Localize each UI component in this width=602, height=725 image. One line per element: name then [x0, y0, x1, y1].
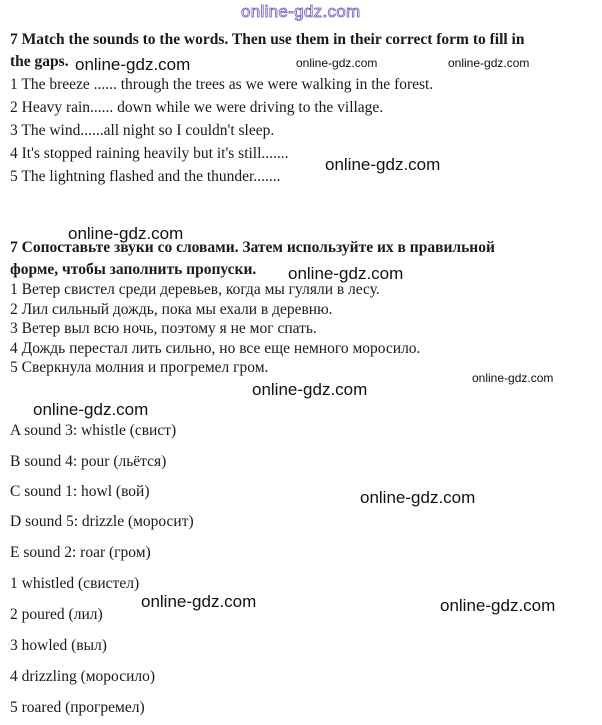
match-e: E sound 2: roar (гром) — [10, 544, 151, 561]
exercise-heading-ru-line1: 7 Сопоставьте звуки со словами. Затем используйте их в правильной — [10, 239, 495, 256]
watermark: online-gdz.com — [440, 596, 556, 615]
watermark: online-gdz.com — [472, 371, 554, 385]
ru-item-4: 4 Дождь перестал лить сильно, но все еще немного моросило. — [10, 340, 421, 357]
watermark: online-gdz.com — [296, 56, 378, 70]
en-item-5: 5 The lightning flashed and the thunder....... — [10, 168, 281, 185]
answer-2: 2 poured (лил) — [10, 606, 103, 623]
en-item-1: 1 The breeze ...... through the trees as we were walking in the forest. — [10, 76, 434, 93]
watermark: online-gdz.com — [141, 592, 257, 611]
ru-item-1: 1 Ветер свистел среди деревьев, когда мы гуляли в лесу. — [10, 281, 380, 298]
watermark: online-gdz.com — [288, 264, 404, 283]
match-c: C sound 1: howl (вой) — [10, 483, 150, 500]
watermark: online-gdz.com — [33, 400, 149, 419]
ru-item-5: 5 Сверкнула молния и прогремел гром. — [10, 359, 269, 376]
watermark: online-gdz.com — [75, 55, 191, 74]
watermark: online-gdz.com — [68, 224, 184, 243]
ru-item-2: 2 Лил сильный дождь, пока мы ехали в деревню. — [10, 301, 333, 318]
en-item-3: 3 The wind......all night so I couldn't sleep. — [10, 122, 275, 139]
match-b: B sound 4: pour (льётся) — [10, 453, 167, 470]
answer-3: 3 howled (выл) — [10, 637, 107, 654]
watermark: online-gdz.com — [325, 155, 441, 174]
exercise-heading-ru-line2: форме, чтобы заполнить пропуски. — [10, 261, 257, 278]
answer-1: 1 whistled (свистел) — [10, 575, 140, 592]
exercise-heading-en-line1: 7 Match the sounds to the words. Then use them in their correct form to fill in — [10, 31, 525, 48]
answer-4: 4 drizzling (моросило) — [10, 668, 156, 685]
watermark: online-gdz.com — [360, 488, 476, 507]
top-watermark: online-gdz.com — [241, 2, 361, 21]
en-item-2: 2 Heavy rain...... down while we were driving to the village. — [10, 99, 384, 116]
en-item-4: 4 It's stopped raining heavily but it's still....... — [10, 145, 289, 162]
answer-5: 5 roared (прогремел) — [10, 699, 145, 716]
match-d: D sound 5: drizzle (моросит) — [10, 513, 194, 530]
exercise-heading-en-line2: the gaps. — [10, 53, 69, 70]
watermark: online-gdz.com — [448, 56, 530, 70]
match-a: A sound 3: whistle (свист) — [10, 422, 177, 439]
ru-item-3: 3 Ветер выл всю ночь, поэтому я не мог спать. — [10, 320, 317, 337]
watermark: online-gdz.com — [252, 380, 368, 399]
